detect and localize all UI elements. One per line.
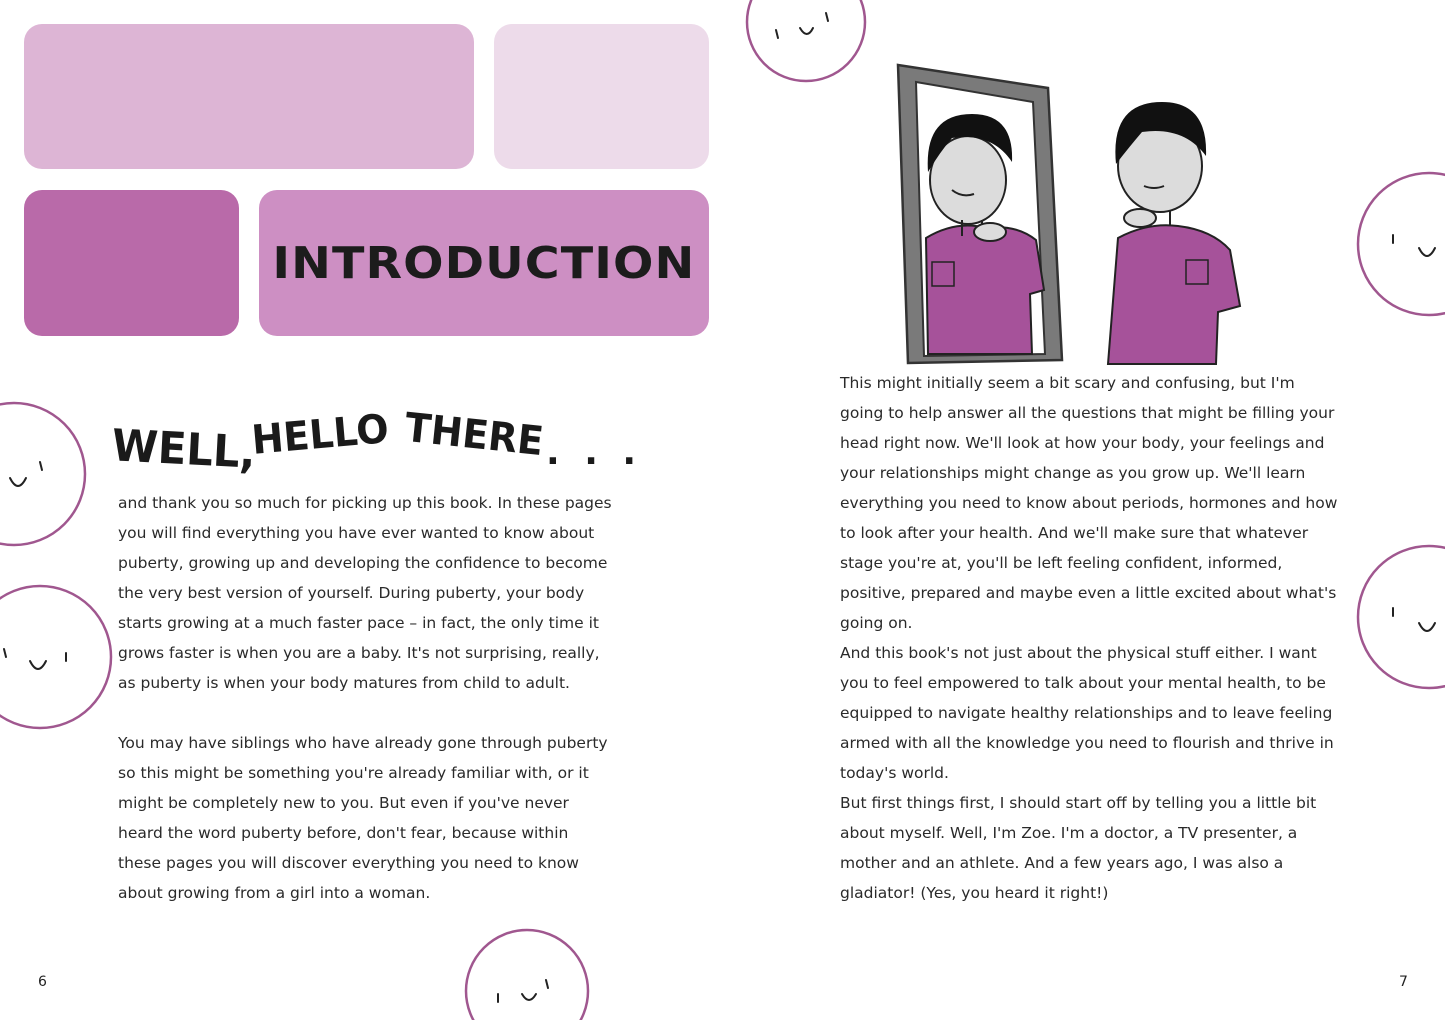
smiley-face-icon [0,583,114,731]
section-title-block [259,190,709,336]
body-paragraph: But first things first, I should start off by telling you a little bit about myself. Well, I'm Zoe. I'm a doctor, a TV presenter, a mother and an athlete. And a few years ago, I was also a gladiator! (Yes, you heard it right!) [840,794,1317,902]
smiley-face-icon [464,928,590,1020]
heading-word: WELL, [110,420,257,479]
girl-looking-in-mirror-illustration [890,60,1260,365]
smiley-face-icon [1355,170,1445,318]
heading-ellipsis: . . . [546,432,643,473]
body-paragraph: and thank you so much for picking up this book. In these pages you will find everything you have ever wanted to know about puberty, growing up and developing the confidence to become the very best version of yourself. During puberty, your body starts growing at a much faster pace – in fact, the only time it grows faster is when you are a baby. It's not surprising, really, as puberty is when your body matures from child to adult. [118,494,612,692]
heading-word: THERE [402,404,546,466]
body-paragraph: You may have siblings who have already gone through puberty so this might be something you're already familiar with, or it might be completely new to you. But even if you've never heard the word puberty before, don't fear, because within these pages you will discover everything you need to know about growing from a girl into a woman. [118,734,608,902]
smiley-face-icon [0,400,90,548]
section-title: INTRODUCTION [272,237,696,289]
page-number: 7 [1399,974,1408,990]
body-paragraph: This might initially seem a bit scary and confusing, but I'm going to help answer all the questions that might be filling your head right now. We'll look at how your body, your feelings and your relationships might change as you grow up. We'll learn everything you need to know about periods, hormones and how to look after your health. And we'll make sure that whatever stage you're at, you'll be left feeling confident, informed, positive, prepared and maybe even a little excited about what's going on. [840,374,1338,632]
decorative-block [24,24,474,169]
smiley-face-icon [1355,543,1445,691]
smiley-face-icon [744,0,868,84]
decorative-block [494,24,709,169]
body-paragraph: And this book's not just about the physical stuff either. I want you to feel empowered to talk about your mental health, to be equipped to navigate healthy relationships and to leave feeling armed with all the knowledge you need to flourish and thrive in today's world. [840,644,1334,782]
greeting-heading [108,404,643,479]
heading-word: HELLO [249,406,391,464]
page-number: 6 [38,974,47,990]
decorative-block [24,190,239,336]
